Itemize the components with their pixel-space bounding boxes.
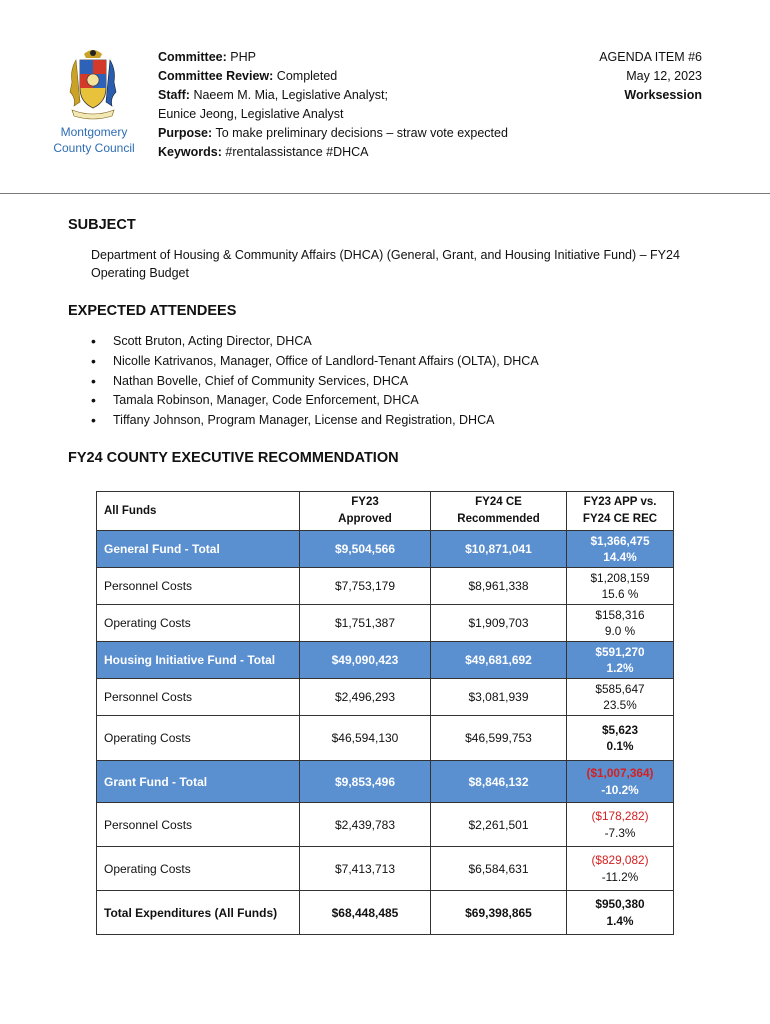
fy24-value: $8,846,132 (431, 761, 567, 803)
row-label: Housing Initiative Fund - Total (97, 642, 300, 679)
agenda-date: May 12, 2023 (626, 69, 702, 83)
fy24-value: $46,599,753 (431, 716, 567, 761)
fy23-value: $46,594,130 (300, 716, 431, 761)
attendees-heading: EXPECTED ATTENDEES (68, 303, 237, 319)
fy23-value: $49,090,423 (300, 642, 431, 679)
fy24-value: $6,584,631 (431, 847, 567, 891)
table-row (97, 716, 674, 761)
fy23-value: $1,751,387 (300, 605, 431, 642)
header-meta (158, 48, 523, 162)
attendee-item: • Nicolle Katrivanos, Manager, Office of Landlord-Tenant Affairs (OLTA), DHCA (91, 352, 539, 372)
row-label: Personnel Costs (97, 803, 300, 847)
change-value: ($829,082) -11.2% (567, 847, 674, 891)
change-value: $950,380 1.4% (567, 891, 674, 935)
fy23-value: $2,439,783 (300, 803, 431, 847)
change-value: $1,208,159 15.6 % (567, 568, 674, 605)
fy23-value: $9,504,566 (300, 531, 431, 568)
fy24-value: $3,081,939 (431, 679, 567, 716)
header-divider (0, 193, 770, 194)
fy23-value: $9,853,496 (300, 761, 431, 803)
county-seal-logo (62, 46, 124, 122)
change-value: $1,366,475 14.4% (567, 531, 674, 568)
agenda-item: AGENDA ITEM #6 (599, 50, 702, 64)
table-row (97, 605, 674, 642)
row-label: Operating Costs (97, 716, 300, 761)
change-value: $585,647 23.5% (567, 679, 674, 716)
keywords-line: Keywords: #rentalassistance #DHCA (158, 145, 369, 159)
staff-line-2: Eunice Jeong, Legislative Analyst (158, 107, 344, 121)
recommendation-heading: FY24 COUNTY EXECUTIVE RECOMMENDATION (68, 450, 399, 466)
col-header-fy24: FY24 CE Recommended (431, 492, 567, 531)
council-name: Montgomery County Council (53, 125, 135, 155)
table-row (97, 803, 674, 847)
table-row (97, 847, 674, 891)
agenda-session: Worksession (624, 88, 702, 102)
attendee-item: • Scott Bruton, Acting Director, DHCA (91, 332, 539, 352)
row-label: General Fund - Total (97, 531, 300, 568)
change-value: $5,623 0.1% (567, 716, 674, 761)
change-value: ($1,007,364) -10.2% (567, 761, 674, 803)
attendees-list (91, 332, 539, 431)
table-row-total-expenditures (97, 891, 674, 935)
review-line: Committee Review: Completed (158, 69, 338, 83)
agenda-info (599, 48, 702, 105)
fy24-value: $49,681,692 (431, 642, 567, 679)
row-label: Operating Costs (97, 605, 300, 642)
fy24-value: $2,261,501 (431, 803, 567, 847)
col-header-change: FY23 APP vs. FY24 CE REC (567, 492, 674, 531)
subject-text: Department of Housing & Community Affairs (DHCA) (General, Grant, and Housing Initiative Fund) – FY24 Operating Budget (91, 248, 680, 280)
table-row-general-fund-total (97, 531, 674, 568)
attendee-item: • Tamala Robinson, Manager, Code Enforcement, DHCA (91, 391, 539, 411)
fy24-value: $8,961,338 (431, 568, 567, 605)
change-value: $591,270 1.2% (567, 642, 674, 679)
attendee-item: • Nathan Bovelle, Chief of Community Services, DHCA (91, 372, 539, 392)
table-row-housing-initiative-total (97, 642, 674, 679)
row-label: Grant Fund - Total (97, 761, 300, 803)
fy23-value: $2,496,293 (300, 679, 431, 716)
fy24-value: $1,909,703 (431, 605, 567, 642)
row-label: Operating Costs (97, 847, 300, 891)
fy24-value: $10,871,041 (431, 531, 567, 568)
col-header-fy23: FY23 Approved (300, 492, 431, 531)
change-value: ($178,282) -7.3% (567, 803, 674, 847)
fy23-value: $68,448,485 (300, 891, 431, 935)
table-row-grant-fund-total (97, 761, 674, 803)
fy23-value: $7,413,713 (300, 847, 431, 891)
attendee-item: • Tiffany Johnson, Program Manager, License and Registration, DHCA (91, 411, 539, 431)
col-header-all-funds: All Funds (97, 492, 300, 531)
purpose-line: Purpose: To make preliminary decisions – straw vote expected (158, 126, 508, 140)
change-value: $158,316 9.0 % (567, 605, 674, 642)
subject-heading: SUBJECT (68, 217, 136, 233)
staff-line: Staff: Naeem M. Mia, Legislative Analyst; (158, 88, 388, 102)
table-header-row (97, 492, 674, 531)
row-label: Personnel Costs (97, 679, 300, 716)
table-row (97, 568, 674, 605)
fy23-value: $7,753,179 (300, 568, 431, 605)
budget-table (96, 491, 674, 935)
fy24-value: $69,398,865 (431, 891, 567, 935)
table-row (97, 679, 674, 716)
committee-line: Committee: PHP (158, 50, 256, 64)
row-label: Total Expenditures (All Funds) (97, 891, 300, 935)
row-label: Personnel Costs (97, 568, 300, 605)
